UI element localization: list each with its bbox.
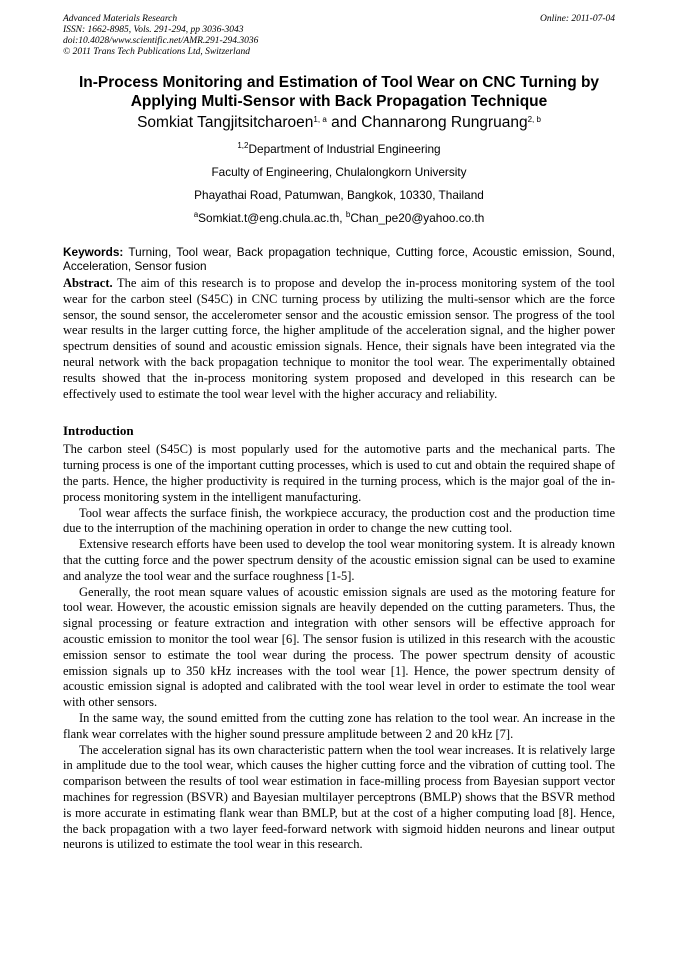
keywords-text: Turning, Tool wear, Back propagation technique, Cutting force, Acoustic emission, Sound, Acceleration, Sensor fusion — [63, 245, 615, 273]
department-line — [63, 142, 615, 156]
affiliation-block — [63, 142, 615, 225]
paper-page — [63, 14, 615, 853]
email-b: Chan_pe20@yahoo.co.th — [350, 211, 485, 225]
author-conjunction: and — [326, 114, 362, 131]
paragraph: Tool wear affects the surface finish, the workpiece accuracy, the production cost and the production time due to the interruption of the machining operation in order to change the new cutting tool. — [63, 505, 615, 536]
author-2-affiliation-mark: 2, b — [527, 115, 541, 124]
email-a-mark: a — [193, 210, 199, 219]
email-a: Somkiat.t@eng.chula.ac.th, — [198, 211, 346, 225]
department: Department of Industrial Engineering — [248, 142, 441, 156]
issn-line: ISSN: 1662-8985, Vols. 291-294, pp 3036-3043 — [63, 25, 244, 35]
keywords-label: Keywords: — [63, 245, 124, 259]
introduction-body — [63, 442, 615, 853]
author-2: Channarong Rungruang — [361, 114, 528, 131]
paragraph: Generally, the root mean square values of acoustic emission signals are used as the motoring feature for tool wear. However, the acoustic emission signals are heavily depended on the cutting parameters. Thus, the signal processing or feature extraction and integration with other sensors will be effective approach for acoustic emission to monitor the tool wear [6]. The sensor fusion is utilized in this research with the acoustic emission sensor to estimate the tool wear during the process. The power spectrum density of acoustic emission signals up to 350 kHz increases with the tool wear [1]. Hence, the power spectrum density of acoustic emission signal is adopted and calibrated with the tool wear level in order to estimate the tool wear with other sensors. — [63, 584, 615, 710]
author-line — [63, 113, 615, 133]
paragraph: In the same way, the sound emitted from the cutting zone has relation to the tool wear. An increase in the flank wear correlates with the higher sound pressure amplitude between 2 and 20 kHz [7]. — [63, 710, 615, 741]
abstract-label: Abstract. — [63, 276, 113, 290]
publication-header — [63, 14, 615, 58]
doi-line: doi:10.4028/www.scientific.net/AMR.291-294.3036 — [63, 36, 259, 46]
journal-name: Advanced Materials Research — [63, 14, 178, 24]
paragraph: The acceleration signal has its own characteristic pattern when the tool wear increases. It is relatively large in amplitude due to the tool wear, which causes the higher cutting force and the vibration of cutting tool. The comparison between the results of tool wear estimation in face-milling process from Bayesian support vector machines for regression (BSVR) and Bayesian multilayer perceptrons (BMLP) shows that the BSVR method is more accurate in estimating flank wear than BMLP, but at the cost of a higher computing load [8]. Hence, the back propagation with a two layer feed-forward network with sigmoid hidden neurons and linear output neurons is utilized to estimate the tool wear in this research. — [63, 742, 615, 852]
section-heading-introduction: Introduction — [63, 423, 134, 439]
online-date: Online: 2011-07-04 — [539, 14, 615, 24]
abstract — [63, 276, 615, 402]
paper-title: In-Process Monitoring and Estimation of Tool Wear on CNC Turning by Applying Multi-Sensor with Back Propagation Technique — [78, 74, 600, 110]
author-1-affiliation-mark: 1, a — [313, 115, 327, 124]
paragraph: The carbon steel (S45C) is most popularly used for the automotive parts and the mechanical parts. The turning process is one of the important cutting processes, which is used to cut and obtain the required shape of the parts. Hence, the higher productivity is required in the turning process, which is the major goal of the in-process monitoring system in the intelligent manufacturing. — [63, 442, 615, 504]
faculty: Faculty of Engineering, Chulalongkorn University — [211, 165, 467, 179]
paragraph: Extensive research efforts have been used to develop the tool wear monitoring system. It is already known that the cutting force and the power spectrum density of the acoustic emission signal can be used to examine and analyze the tool wear and the surface roughness [1-5]. — [63, 537, 615, 583]
abstract-text: The aim of this research is to propose and develop the in-process monitoring system of the tool wear for the carbon steel (S45C) in CNC turning process by utilizing the multi-sensor which are the force sensor, the sound sensor, the accelerometer sensor and the acoustic emission sensor. The progress of the tool wear results in the larger cutting force, the higher amplitude of the acceleration signal, and the higher power spectrum densities of sound and acoustic emission signals. Hence, their signals have been integrated via the neural network with the back propagation technique to monitor the tool wear. The experimentally obtained results showed that the in-process monitoring system proposed and developed in this research can be effectively used to estimate the tool wear level with the higher accuracy and reliability. — [63, 276, 615, 401]
keywords — [63, 245, 615, 273]
address: Phayathai Road, Patumwan, Bangkok, 10330, Thailand — [194, 188, 484, 202]
affiliation-mark: 1,2 — [237, 141, 249, 150]
copyright-line: © 2011 Trans Tech Publications Ltd, Switzerland — [63, 47, 250, 57]
email-b-mark: b — [345, 210, 351, 219]
email-line — [63, 211, 615, 225]
author-1: Somkiat Tangjitsitcharoen — [137, 114, 314, 131]
